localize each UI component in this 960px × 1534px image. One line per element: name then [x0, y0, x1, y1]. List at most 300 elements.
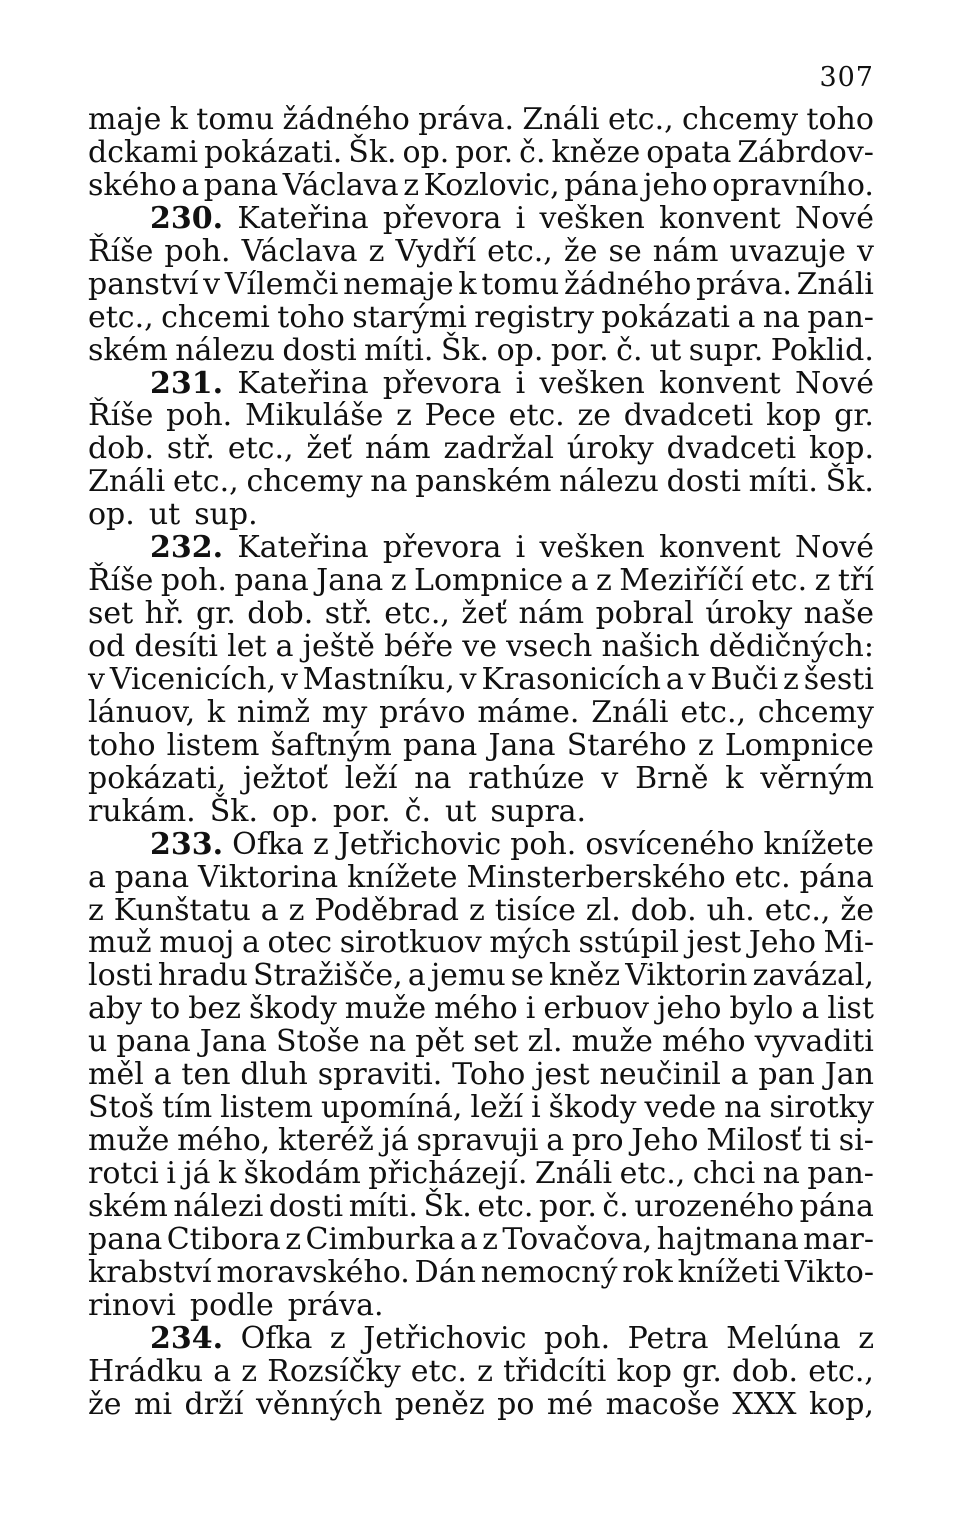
word: Viktorina [198, 859, 339, 895]
word: míti. [348, 1188, 418, 1224]
word: pána [799, 1188, 874, 1224]
word: chcemi [161, 299, 270, 335]
word: pana [203, 167, 279, 203]
word: muoj [159, 925, 235, 961]
word: sstúpil [578, 925, 680, 961]
word: drží [184, 1386, 244, 1422]
word: dosti [268, 1188, 344, 1224]
word: a [153, 1057, 172, 1093]
word: a [801, 991, 820, 1027]
text-line [88, 927, 874, 959]
word: z [477, 1353, 493, 1389]
word: aby [88, 991, 143, 1027]
text-line [88, 365, 874, 401]
word: krabství [88, 1254, 212, 1290]
word: na [368, 1024, 407, 1060]
page-number: 307 [819, 62, 874, 93]
word: z [396, 398, 412, 434]
word: Říše [88, 563, 154, 599]
word: gr. [834, 398, 874, 434]
word: tomu [196, 102, 275, 137]
word: béře [384, 629, 454, 664]
word: Minsterberského [466, 859, 726, 895]
word: i [531, 1090, 541, 1126]
word: ském [88, 1188, 168, 1224]
word: Stoš [88, 1090, 155, 1126]
word: tisíce [494, 892, 576, 928]
word: pána [799, 859, 874, 895]
word: a [570, 563, 589, 599]
text-line [88, 1254, 874, 1290]
word: našich [601, 629, 700, 664]
word: č. [602, 1188, 629, 1224]
text-line [88, 826, 874, 862]
word: set [473, 1024, 519, 1060]
text-line [88, 433, 874, 465]
word: v [688, 661, 706, 697]
word: Poděbrad [314, 892, 459, 928]
word: Ználi [796, 266, 874, 302]
word: dob. [247, 596, 314, 632]
word: op. [496, 332, 544, 368]
word: č. [404, 793, 432, 829]
word: op. [88, 497, 135, 533]
word: nemaje [343, 266, 454, 302]
word: Šk. [348, 134, 397, 170]
text-line [88, 1221, 874, 1257]
word: Vydří [395, 233, 477, 269]
word: Pece [424, 398, 496, 434]
word: ut [148, 497, 181, 533]
word: Cimburka [305, 1221, 456, 1257]
word: k [206, 694, 226, 730]
word: Buči [710, 661, 779, 697]
word: hajtmana [656, 1221, 799, 1257]
word: já [381, 1123, 409, 1159]
word: Jana [199, 1024, 267, 1060]
word: urozeného [634, 1188, 795, 1224]
word: od [88, 629, 126, 664]
word: Šk. [440, 332, 490, 368]
word: osvíceného [585, 826, 755, 862]
word: z [814, 563, 831, 599]
word: Jetřichovic [363, 1320, 527, 1356]
word: z [697, 727, 714, 763]
word: ježtoť [242, 760, 328, 796]
word: mi [134, 1386, 173, 1422]
word: toho [806, 102, 874, 137]
word: šesti [803, 661, 874, 697]
word: práva. [287, 1287, 384, 1323]
text-line [88, 1026, 874, 1058]
word: toho [277, 299, 345, 335]
word: Ctibora [166, 1221, 281, 1257]
word: vyvaditi [754, 1024, 874, 1060]
word: ut [445, 793, 477, 829]
word: poh. [544, 1320, 611, 1356]
word: opata [646, 134, 732, 170]
word: Šk. [423, 1188, 472, 1224]
word: let [227, 629, 267, 664]
word: z [285, 1221, 302, 1257]
word: opravního. [712, 167, 874, 203]
word: k [218, 1156, 237, 1191]
word: pána [564, 167, 639, 203]
text-line [88, 993, 874, 1025]
word: tím [162, 1090, 213, 1126]
word: Ználi [522, 102, 600, 137]
word: pana [234, 563, 309, 599]
word: muže [88, 1123, 170, 1159]
text-line [88, 233, 874, 269]
word: a [241, 925, 260, 961]
word: na [762, 1156, 800, 1191]
text-line [88, 104, 874, 136]
word: list [827, 991, 874, 1027]
word: Kozlovic, [423, 167, 560, 203]
word: ut [649, 332, 682, 368]
word: por. [550, 332, 609, 368]
word: nám [652, 233, 719, 269]
word: sirotkuov [339, 925, 482, 961]
word: a [88, 859, 106, 895]
text-line [88, 760, 874, 796]
text-line [88, 793, 874, 829]
word: že [88, 1386, 122, 1422]
word: i [515, 530, 526, 566]
word: jest [535, 1057, 590, 1093]
word: a [730, 1057, 749, 1093]
word: k [725, 760, 744, 796]
word: k [458, 266, 477, 302]
word: kněz [549, 958, 621, 994]
word: leží [470, 1090, 524, 1126]
word: naše [803, 596, 874, 632]
word: gr. [196, 596, 236, 632]
word: v [203, 266, 221, 302]
word: etc., [384, 596, 450, 632]
word: desíti [134, 629, 218, 664]
word: Krasonicích [481, 661, 661, 697]
word: měl [88, 1057, 144, 1093]
text-line [88, 1059, 874, 1091]
word: k [169, 102, 188, 137]
word: převora [382, 365, 502, 401]
word: poh. [160, 563, 227, 599]
word: a [213, 1353, 232, 1389]
word: Šk. [825, 464, 874, 500]
word: rukám. [88, 793, 196, 829]
word: z [329, 1320, 346, 1356]
text-line [88, 1353, 874, 1389]
word: a [181, 167, 200, 203]
word: zl. [527, 1024, 563, 1060]
word: muž [88, 925, 152, 961]
word: Tovačova, [502, 1221, 653, 1257]
word: nemocný [480, 1254, 618, 1290]
word: i [166, 1156, 176, 1191]
word: nám [364, 431, 431, 467]
word: žádného [563, 266, 692, 302]
word: spraviti. [317, 1057, 443, 1093]
word: nimž [236, 694, 311, 730]
word: Kateřina [237, 365, 369, 401]
word: Melúna [726, 1320, 841, 1356]
word: na [724, 1090, 762, 1126]
word: konvent [659, 530, 781, 566]
word: kteréž [277, 1123, 374, 1159]
word: já [183, 1156, 211, 1191]
word: muže [571, 1024, 653, 1060]
word: listem [220, 1090, 313, 1126]
word: a [546, 1123, 565, 1159]
word: č. [616, 332, 643, 368]
word: dob. [88, 431, 155, 467]
text-line [88, 892, 874, 928]
word: bylo [729, 991, 794, 1027]
text-line [88, 1320, 874, 1356]
word: z [241, 1353, 258, 1389]
word: míti. [748, 464, 818, 500]
text-line [88, 631, 874, 663]
word: pro [571, 1123, 624, 1159]
word: bez [188, 991, 241, 1027]
word: a [260, 892, 279, 928]
word: muže [344, 991, 427, 1027]
word: Petra [627, 1320, 709, 1356]
word: Toho [452, 1057, 526, 1093]
word: mého, [177, 1123, 271, 1159]
word: Jetřichovic [337, 826, 502, 862]
paragraph-number: 233. [150, 826, 224, 862]
word: starými [352, 299, 467, 335]
word: Stražišče, [253, 958, 403, 994]
word: lánuov, [88, 694, 196, 730]
word: etc. [508, 398, 565, 434]
word: to [150, 991, 181, 1027]
word: tří [837, 563, 874, 599]
text-line [88, 266, 874, 302]
word: máme. [477, 694, 580, 730]
word: registry [474, 299, 594, 335]
word: Jeho [748, 925, 816, 961]
word: knížete [763, 826, 874, 862]
word: dvadceti [623, 398, 754, 434]
word: škody [248, 991, 337, 1027]
word: ještě [302, 629, 375, 664]
text-line [88, 1125, 874, 1157]
word: Stoše [275, 1024, 360, 1060]
word: kop [616, 1353, 672, 1389]
word: z [88, 892, 104, 928]
word: mar- [803, 1221, 874, 1257]
text-line [88, 299, 874, 335]
word: Vicenicích, [109, 661, 277, 697]
word: poh. [510, 826, 577, 862]
word: hradu [157, 958, 248, 994]
word: že [563, 233, 598, 269]
text-line [88, 1287, 874, 1323]
text-line [88, 859, 874, 895]
word: právo [379, 694, 466, 730]
word: rinovi [88, 1287, 176, 1323]
word: etc. [734, 859, 791, 895]
word: Václava [241, 233, 358, 269]
word: z [468, 892, 485, 928]
word: z [858, 1320, 874, 1356]
word: Nové [794, 530, 874, 566]
word: op. [402, 134, 450, 170]
word: uh. [706, 892, 755, 928]
text-line [88, 532, 874, 564]
word: Lompnice [724, 727, 874, 763]
word: na [414, 760, 452, 796]
word: sirotky [769, 1090, 874, 1126]
word: por. [332, 793, 391, 829]
word: z [368, 233, 385, 269]
text-line [88, 200, 874, 236]
word: sup. [194, 497, 258, 533]
text-line [88, 167, 874, 203]
word: uvazuje [729, 233, 846, 269]
word: supr. [688, 332, 764, 368]
word: Ználi [591, 694, 669, 730]
word: Kateřina [237, 200, 369, 236]
word: práva. [418, 102, 515, 137]
word: i [525, 991, 536, 1027]
word: hř. [144, 596, 185, 632]
word: žádného [282, 102, 410, 137]
word: u [88, 1024, 108, 1060]
word: tomu [481, 266, 560, 302]
text-line [88, 694, 874, 730]
text-line [88, 727, 874, 763]
body-text [88, 104, 874, 1422]
word: poh. [166, 398, 233, 434]
word: v [601, 760, 619, 796]
word: úroky [566, 431, 654, 467]
word: etc. [477, 1188, 534, 1224]
word: se [608, 233, 642, 269]
word: rok [622, 1254, 673, 1290]
word: Kateřina [237, 530, 369, 566]
text-line [88, 661, 874, 697]
word: losti [88, 958, 153, 994]
word: dob. [732, 1353, 799, 1389]
word: z [595, 563, 612, 599]
word: Rozsíčky [267, 1353, 401, 1389]
word: z [288, 892, 305, 928]
word: pan- [807, 1156, 874, 1191]
word: etc., [808, 1353, 874, 1389]
word: vsech [506, 629, 593, 664]
text-line [88, 332, 874, 368]
word: šaftným [270, 727, 392, 763]
word: škodám [243, 1156, 361, 1191]
word: etc., [764, 892, 831, 928]
word: etc. [410, 1353, 467, 1389]
word: kop [765, 398, 822, 434]
word: jeho [657, 991, 722, 1027]
word: Hrádku [88, 1353, 204, 1389]
word: přicházejí. [368, 1156, 528, 1191]
text-line [88, 1158, 874, 1190]
word: zadržal [443, 431, 555, 467]
word: jeho [643, 167, 708, 203]
word: vešken [539, 200, 645, 236]
word: mých [489, 925, 571, 961]
word: chcemy [246, 464, 363, 500]
word: mého [662, 1024, 746, 1060]
word: práva. [696, 266, 792, 302]
word: převora [382, 200, 502, 236]
word: mého [434, 991, 518, 1027]
paragraph-number: 232. [150, 530, 224, 566]
word: zavázal, [752, 958, 874, 994]
word: panství [88, 266, 199, 302]
paragraph-number: 230. [150, 200, 224, 236]
word: Dán [414, 1254, 476, 1290]
word: Vílemči [224, 266, 339, 302]
word: supra. [490, 793, 587, 829]
word: po [497, 1386, 535, 1422]
text-line [88, 565, 874, 597]
word: i [515, 200, 526, 236]
word: pana [116, 1024, 191, 1060]
word: v [88, 661, 105, 697]
word: set [88, 596, 134, 632]
word: Ofka [240, 1320, 313, 1356]
word: Vikto- [784, 1254, 874, 1290]
word: ve [462, 629, 497, 664]
word: míti. [364, 332, 434, 368]
word: Nové [794, 365, 874, 401]
word: spravuji [416, 1123, 539, 1159]
word: Říše [88, 233, 154, 269]
word: v [856, 233, 874, 269]
word: macoše [605, 1386, 720, 1422]
word: dvadceti [666, 431, 797, 467]
word: z [482, 1221, 498, 1257]
word: nálezi [173, 1188, 264, 1224]
word: listem [166, 727, 260, 763]
word: upomíná, [320, 1090, 463, 1126]
word: mé [546, 1386, 594, 1422]
word: pokázati, [88, 760, 227, 796]
word: Ználi [534, 1156, 613, 1191]
paragraph-number: 231. [150, 365, 224, 401]
word: věrným [760, 760, 874, 796]
word: chcemy [757, 694, 874, 730]
word: Václava [282, 167, 399, 203]
word: konvent [659, 365, 781, 401]
word: žeť [461, 596, 508, 632]
paragraph-number: 234. [150, 1320, 224, 1356]
word: Viktorin [625, 958, 748, 994]
word: pokázati. [204, 134, 343, 170]
word: pan- [807, 299, 874, 335]
word: z [390, 563, 407, 599]
word: rathúze [468, 760, 585, 796]
word: kněze [551, 134, 641, 170]
word: a [407, 958, 426, 994]
text-line [88, 598, 874, 630]
word: dosti [282, 332, 357, 368]
word: škody [548, 1090, 637, 1126]
word: jest [686, 925, 742, 961]
word: a [275, 629, 294, 664]
text-line [88, 1386, 874, 1422]
